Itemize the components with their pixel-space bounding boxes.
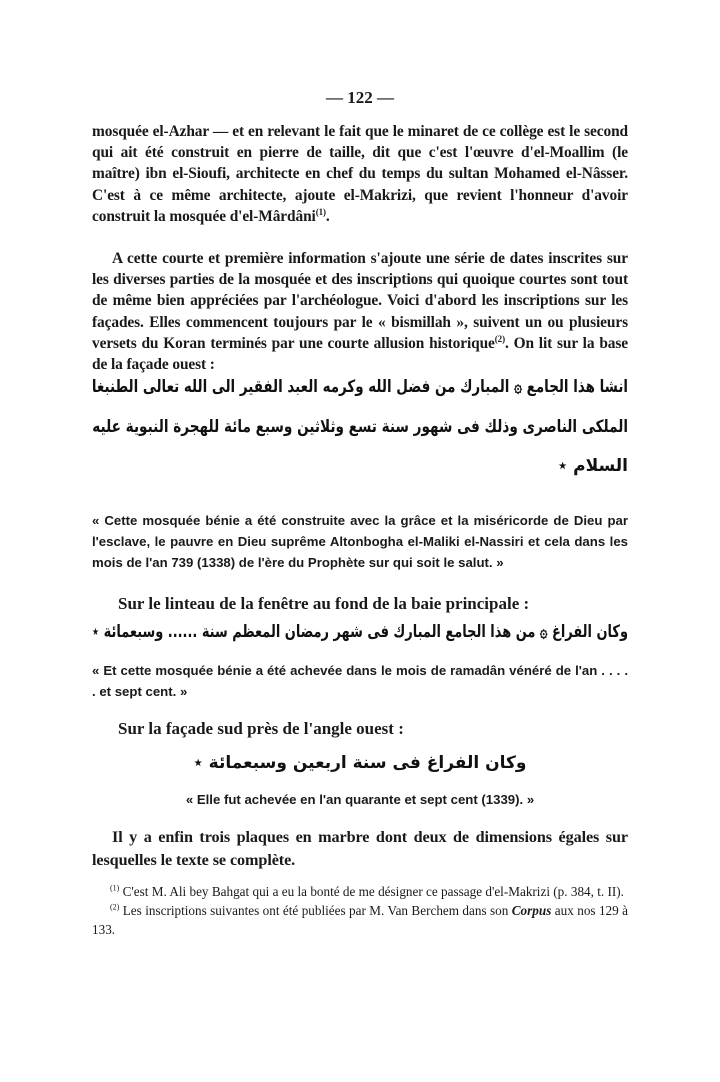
arabic-inscription-line-2: الملكى الناصرى وذلك فى شهور سنة تسع وثلاثين وسبع مائة للهجرة النبوية عليه <box>92 417 628 437</box>
footnote-1 <box>92 882 628 901</box>
footnotes <box>92 882 628 939</box>
translation-west: « Cette mosquée bénie a été construite avec la grâce et la miséricorde de Dieu par l'esclave, le pauvre en Dieu suprême Altonbogha el-Maliki el-Nassiri et cela dans les mois de l'an 739 (1338) de l'ère du Prophète sur qui soit le salut. » <box>92 513 628 570</box>
page-number: — 122 — <box>326 88 394 107</box>
footnote-1-text: C'est M. Ali bey Bahgat qui a eu la bonté de me désigner ce passage d'el-Makrizi (p. 384, t. II). <box>122 884 624 899</box>
translation-lintel: « Et cette mosquée bénie a été achevée dans le mois de ramadân vénéré de l'an . . . . . et sept cent. » <box>92 663 628 699</box>
footnote-ref-2: (2) <box>494 333 505 344</box>
arabic-south: وكان الفراغ فى سنة اربعين وسبعمائة ٭ <box>193 753 527 773</box>
paragraph-1-end: . <box>325 207 330 225</box>
paragraph-3 <box>92 826 628 872</box>
paragraph-1-text: mosquée el-Azhar — et en relevant le fait que le minaret de ce collège est le second qui ait été construit en pierre de taille, dit que c'est l'œuvre d'el-Moallim (le maître) ibn el-Sioufi, architecte en chef du temps du sultan Mohamed el-Nâsser. C'est à ce même architecte, ajoute el-Makrizi, que revient l'honneur d'avoir construit la mosquée d'el-Mârdâni <box>92 123 628 225</box>
heading-south: Sur la façade sud près de l'angle ouest : <box>118 719 404 738</box>
paragraph-2-end: . On lit sur la base de la façade ouest : <box>92 334 628 374</box>
translation-south: « Elle fut achevée en l'an quarante et sept cent (1339). » <box>185 792 535 807</box>
paragraph-2-text: A cette courte et première information s'ajoute une série de dates inscrites sur les diverses parties de la mosquée et des inscriptions qui quoique courtes sont tout de même bien appréciées par l'archéologue. Voici d'abord les inscriptions sur les façades. Elles commencent toujours par le « bismillah », suivent un ou plusieurs versets du Koran terminés par une courte allusion historique <box>92 250 628 352</box>
footnote-marker-1: (1) <box>110 883 120 893</box>
footnote-2-italic: Corpus <box>511 903 552 918</box>
paragraph-2 <box>92 248 628 375</box>
footnote-marker-2: (2) <box>110 902 120 912</box>
arabic-lintel: وكان الفراغ ۞ من هذا الجامع المبارك فى شهر رمضان المعظم سنة ...... وسبعمائة ٭ <box>92 622 628 642</box>
paragraph-3-text: Il y a enfin trois plaques en marbre dont deux de dimensions égales sur lesquelles le texte se complète. <box>92 828 628 869</box>
arabic-inscription-line-1: انشا هذا الجامع ۞ المبارك من فضل الله وكرمه العبد الفقير الى الله تعالى الطنبغا <box>91 377 629 397</box>
heading-lintel: Sur le linteau de la fenêtre au fond de la baie principale : <box>118 594 530 613</box>
footnote-2-text: Les inscriptions suivantes ont été publiées par M. Van Berchem dans son <box>122 903 509 918</box>
arabic-inscription-line-3: السلام ٭ <box>557 456 628 476</box>
footnote-2 <box>92 901 628 939</box>
footnote-2-tail: aux nos 129 à 133. <box>92 903 629 937</box>
footnote-ref-1: (1) <box>315 206 326 217</box>
paragraph-1 <box>92 121 628 227</box>
